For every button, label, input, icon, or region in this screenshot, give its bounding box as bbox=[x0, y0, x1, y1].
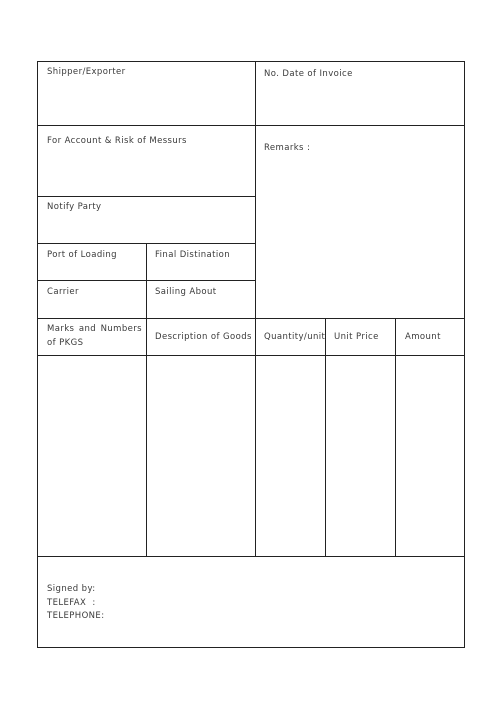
marks-numbers-header-line2: of PKGS bbox=[47, 338, 84, 348]
rule-goods-header-bottom bbox=[38, 355, 465, 356]
sailing-about-label: Sailing About bbox=[155, 287, 217, 297]
marks-numbers-header bbox=[47, 322, 142, 350]
port-of-loading-label: Port of Loading bbox=[47, 250, 117, 260]
quantity-unit-header: Quantity/unit bbox=[264, 332, 326, 342]
amount-header: Amount bbox=[405, 332, 441, 342]
carrier-label: Carrier bbox=[47, 287, 79, 297]
shipper-exporter-label: Shipper/Exporter bbox=[47, 67, 126, 77]
marks-numbers-header-line1: Marks and Numbers bbox=[47, 324, 142, 334]
rule-shipper-bottom bbox=[38, 125, 465, 126]
rule-account-bottom bbox=[38, 196, 255, 197]
account-risk-label: For Account & Risk of Messurs bbox=[47, 136, 187, 146]
rule-goods-header-top bbox=[38, 318, 465, 319]
signature-block bbox=[47, 583, 104, 624]
rule-port-split bbox=[146, 243, 147, 319]
rule-goods-body-bottom bbox=[38, 556, 465, 557]
commercial-invoice-form bbox=[37, 61, 465, 648]
telefax-label: TELEFAX : bbox=[47, 597, 96, 608]
description-of-goods-header: Description of Goods bbox=[155, 332, 252, 342]
signed-by-label: Signed by: bbox=[47, 584, 96, 594]
unit-price-header: Unit Price bbox=[334, 332, 379, 342]
notify-party-label: Notify Party bbox=[47, 202, 102, 212]
rule-price-amount-split bbox=[395, 318, 396, 557]
telephone-label: TELEPHONE: bbox=[47, 611, 105, 621]
remarks-label: Remarks : bbox=[264, 143, 311, 153]
rule-main-split bbox=[255, 62, 256, 557]
final-destination-label: Final Distination bbox=[155, 250, 230, 260]
rule-marks-description-split bbox=[146, 318, 147, 557]
invoice-number-date-label: No. Date of Invoice bbox=[264, 69, 353, 79]
rule-quantity-price-split bbox=[325, 318, 326, 557]
